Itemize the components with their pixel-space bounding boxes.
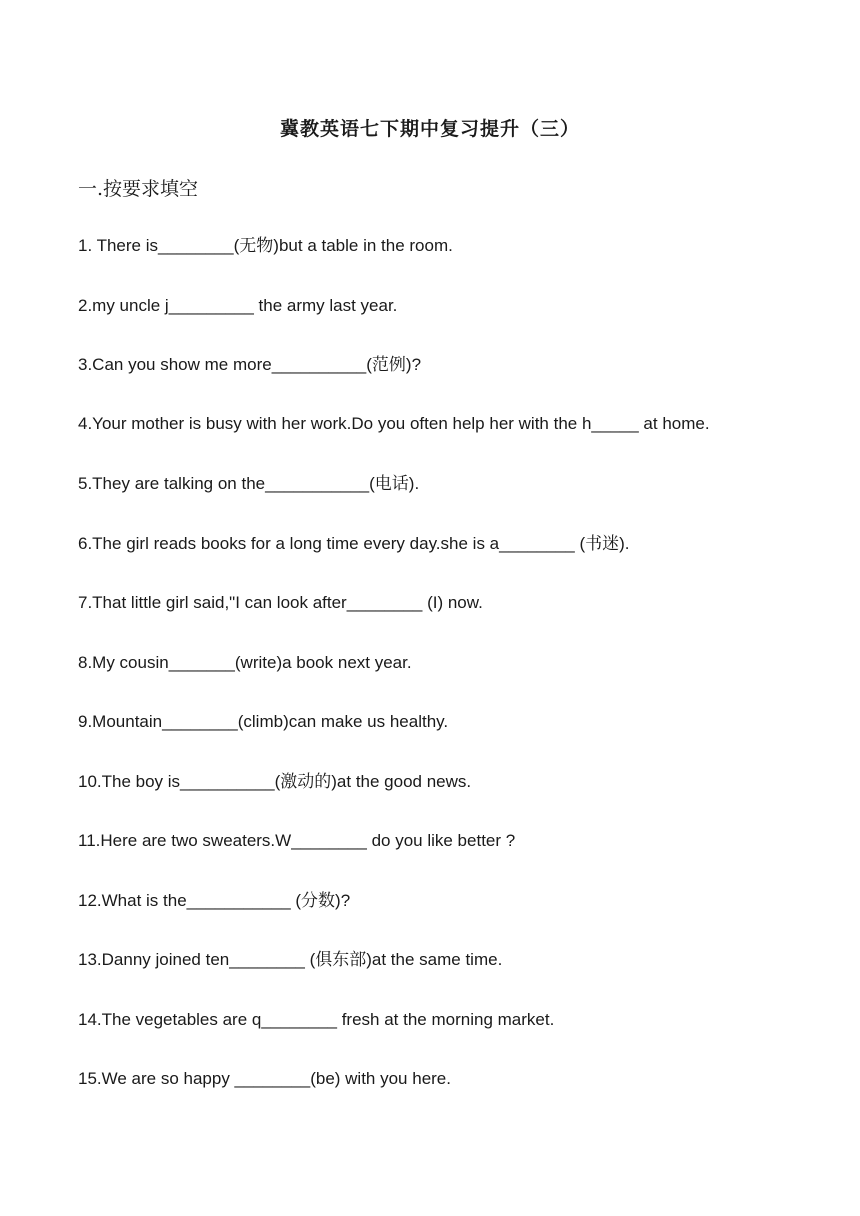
question-1: 1. There is________(无物)but a table in the room.	[78, 236, 453, 255]
section-heading: 一.按要求填空	[78, 178, 199, 200]
question-4: 4.Your mother is busy with her work.Do you often help her with the h_____ at home.	[78, 414, 710, 433]
question-13: 13.Danny joined ten________ (俱东部)at the same time.	[78, 950, 503, 969]
document-title: 冀教英语七下期中复习提升（三）	[279, 119, 580, 140]
question-7: 7.That little girl said,"I can look after________ (I) now.	[78, 593, 483, 612]
question-10: 10.The boy is__________(激动的)at the good news.	[78, 772, 472, 791]
question-6: 6.The girl reads books for a long time every day.she is a________ (书迷).	[78, 534, 630, 553]
question-14: 14.The vegetables are q________ fresh at the morning market.	[78, 1010, 555, 1029]
question-12: 12.What is the___________ (分数)?	[78, 891, 351, 910]
question-8: 8.My cousin_______(write)a book next year.	[78, 653, 412, 672]
question-3: 3.Can you show me more__________(范例)?	[78, 355, 422, 374]
question-2: 2.my uncle j_________ the army last year.	[78, 296, 398, 315]
question-11: 11.Here are two sweaters.W________ do you like better ?	[78, 831, 516, 850]
question-15: 15.We are so happy ________(be) with you here.	[78, 1069, 451, 1088]
question-5: 5.They are talking on the___________(电话).	[78, 474, 420, 493]
question-9: 9.Mountain________(climb)can make us healthy.	[78, 712, 449, 731]
